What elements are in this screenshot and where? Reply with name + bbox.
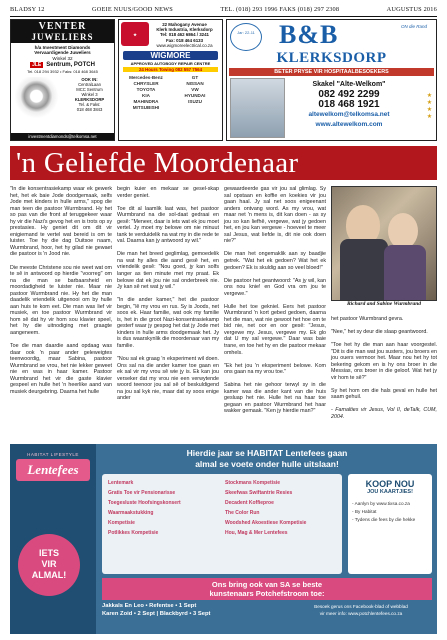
paragraph: Die man het breed geglimlag, gemoedelik na wat hy alles die aand gesê het, en vriendelik gesê: "Nou goed, jy kan solfs langer as tien minute met my praat. Ek belowe dat ek jou nie sal onderbreek nie. Jy kan sê net wat jy wil."	[117, 251, 219, 291]
ticket-option: - By Habitat	[352, 509, 377, 514]
bnb-klerksdorp-ad	[226, 19, 437, 141]
venter-ook: OOK IN:	[81, 76, 98, 82]
paragraph: gewaardeerde gas vir jou sal glimlag. Sy sal opstaan en koffie en koekies vir jou gaan haal. Jy sal net soos enigeenant anders ontvang word. As my vrou, wat maar net 'n mens is, dit kan doen - as sy jou so kan liefhê, vergewe, wat jy gedoen het, en jou kan vergewe - hoeveel te meer sal Jesus, wat liefde is, dit nie ook doen nie?"	[224, 186, 326, 245]
wurmbrand-photo	[331, 186, 437, 301]
paragraph: het pastoor Wurmbrand gevra.	[331, 316, 404, 322]
paragraph: Die man het ongemaklik aan sy baadjie getrek. "Wat het ek gedoen? Wat het ek gedoen? Ek is skuldig aan so veel bloed!"	[224, 251, 326, 271]
photo-caption: Richard and Sabine Wurmbrand	[346, 301, 422, 307]
events-left	[108, 478, 219, 570]
footer-line-2[interactable]: vir meer info: www.potchlentefees.co.za	[319, 611, 403, 616]
publication-name: GOEIE NUUS/GOOD NEWS	[92, 6, 173, 13]
star-rating: ★★★★	[426, 92, 432, 120]
ring-image	[13, 77, 65, 125]
venter-branch1c: Winkel 3	[81, 91, 98, 97]
wigmore-motor-ad	[118, 19, 223, 141]
bb-cell: 082 492 2299	[318, 89, 380, 100]
motor-area: Klerk Industria, Klerksdorp	[156, 27, 213, 33]
motor-fax: Fax: 018 464 6133	[165, 37, 204, 43]
bb-logo: B&B	[279, 20, 339, 49]
source-credit: - Famalties vir Jesus, Vol II, deTalk, CUM, 2004.	[331, 407, 437, 421]
motor-approved: APPROVED AUTOBODY REPAIR CENTRE	[130, 61, 211, 67]
event-item: Skeefwas Swiftantrie Resies	[225, 490, 293, 496]
paragraph: Hulle het toe gekniel. Eers het pastoor Wurmbrand 'n kort gebed gedoen, daarna het die man, wat nie gewoot het hoe om te bid nie, net oor en oor gesê: "Jesus, vergewe my. Jesus, vergewe my. Ek glo dat U my sal vergewe." Daar was baie trane, en toe het hy en die pastoor mekaar omhels.	[224, 303, 326, 356]
band-line-1: Ons bring ook van SA se beste	[211, 580, 323, 589]
bb-email[interactable]: altewelkom@telkomsa.net	[308, 111, 390, 118]
koop-title: KOOP NOU	[365, 479, 415, 489]
paragraph: "In die ander kamer," het die pastoor begin, "lê my vrou en rus. Sy is Joods, net soos ek. Haar familie, wat ook my familie is, het in die groot Nazi-konsentrasiekamp gesterf waar jy gespog het dat jy Jode met kinders in hulle arms doodgemaak het. Jy is dus waarskynlik die moordenaar van my familie.	[117, 297, 219, 349]
event-item: Hou, Mag & Mer Lentefees	[225, 530, 288, 536]
iets-vir-almal-badge	[18, 534, 80, 596]
venter-shop: Winkel 32	[52, 55, 73, 61]
events-list	[102, 474, 342, 574]
bb-contact: Skakel "Alte-Welkom"	[312, 81, 386, 88]
car-make-logo: VW	[191, 87, 199, 93]
article-column-2	[117, 186, 219, 408]
venter-tel: Tel. 018 294 3932 • Faks: 018 468 3645	[27, 69, 98, 75]
badge-line-1: IETS	[38, 548, 59, 558]
car-make-logo: CHRYSLER	[133, 81, 159, 87]
venter-logo: JLE	[32, 62, 42, 69]
paragraph: Die meeste Christene sou nie weet wat om te sê in antwoord op hierdie "voorreg" om na die man se barbaarsheid en moordadigheid te luister nie. Maar nie pastoor Wurmbrand nie. Hy het die man daadelik vriendelik uitgenooi om by hulle aan huis te kom eet. Die man was lief vir musiek, en toe pastoor Wurmbrand vir hom sê dat hy vir hom sou klavier speel, het hy die uitnodiging met graagte aangeneem.	[10, 264, 112, 336]
event-item: Potlikkes Kompetisie	[108, 530, 159, 536]
venter-line2: Vervaardigende Juweliers	[34, 50, 91, 56]
motor-web[interactable]: www.wigmoreelectrical.co.za	[156, 42, 213, 48]
contact-numbers: TEL. (018) 293 1996 FAKS (018) 297 2308	[220, 6, 340, 13]
header-rule	[10, 16, 437, 17]
page-header	[10, 6, 437, 16]
venter-centre: Sentrum, POTCH	[46, 62, 95, 69]
woman-dress	[384, 245, 426, 301]
car-make-logo: TOYOTA	[136, 87, 156, 93]
lineup-1: Jakkals En Leo • Refentse • 1 Sept	[102, 603, 197, 609]
koop-nou-box	[348, 474, 432, 574]
car-make-logo: HYUNDAI	[184, 93, 206, 99]
paragraph: "Ek het jou 'n eksperiment belowe. Kom ons gaan na my vrou toe."	[224, 362, 326, 376]
event-item: Lentemark	[108, 480, 134, 486]
car-make-logo: Mercedes-Benz	[129, 75, 163, 81]
event-item: The Color Run	[225, 510, 260, 516]
ticket-option: - Aanlyn by www.tixsa.co.za	[352, 501, 410, 506]
car-make-logo: KIA	[142, 93, 150, 99]
lentefees-headline-1: Hierdie jaar se HABITAT Lentefees gaan	[186, 448, 348, 458]
bb-ofdie: ON die Rand	[401, 24, 428, 29]
event-item: Toegesluste Hoofsingskonsert	[108, 500, 181, 506]
artists-band	[102, 578, 432, 600]
venter-email[interactable]: investmentdiamonds@telkomsa.net	[11, 133, 114, 140]
ticket-option: - Tydens die fees by die hekke	[352, 517, 416, 522]
article-column-4	[331, 316, 437, 427]
bb-landline: 018 468 1921	[318, 99, 380, 110]
event-item: Waarmaakstukking	[108, 510, 154, 516]
car-make-logo: ISUZU	[188, 99, 202, 105]
venter-banner	[11, 20, 114, 43]
badge-line-3: ALMAL!	[31, 570, 67, 580]
badge-line-2: VIR	[41, 559, 57, 569]
event-item: Woodshed Akoestiese Kompetisie	[225, 520, 307, 526]
guesthouse-photo	[230, 78, 285, 138]
jare-number: Jar: 22-11	[237, 30, 255, 35]
event-item: Kompetisie	[108, 520, 135, 526]
venter-name: VENTER	[38, 21, 87, 32]
motor-brand: WIGMORE	[123, 51, 218, 60]
car-make-logo: MAHINDRA	[133, 99, 159, 105]
lineup-2: Karen Zoid • 2 Sept | Blackbyrd • 3 Sept	[102, 611, 211, 617]
car-make-logo: NISSAN	[186, 81, 204, 87]
car-make-logo: MITSUBISHI	[132, 105, 160, 111]
paragraph: Toe dit al laamlik laat was, het pastoor Wurmbrand na die sol-daat gedraai en gesê: "Meneer, daar is iets wat ek jou moet vertel. Jy moet my belowe om nie minuut tank te verduidelik na wat my in die rede te val. Daarna kan jy antwoord sy wil."	[117, 205, 219, 245]
paragraph: begin kuier en mekaar se gesel-skap verder geniet.	[117, 186, 219, 199]
paragraph: "In die konsentrasiekamp waar ek gewerk het, het ek baie Jode doodgemaak, selfs Jode met kinders in hulle arms," spog die man teen die pastoor Wurmbrand. Hy het so pas van die front af teruggekeer waar hy vir die Nazi's gevog het en is trots op sy prestasies. Hy geniet dit om dit vir enigiemand te vertel wat bereid is om te luister. Toe hy die dag Duitsoe naam, Wurmbrand, hoor, het hy gilad nie gewaet die pastoor is 'n Jood nie.	[10, 186, 112, 258]
paragraph: "Nou sal ek graag 'n eksperiment wil doen. Ons sal na die ander kamer toe gaan en ek sal vir my vrou sê wie jy is. Ek kan jou verseker dat my vrou nie een verwytende woord teenoor jou sal sê of beskuldigend na jou sal kyk nie, maar dat sy soos enige ander	[117, 356, 219, 402]
venter-branch2b: Tel. & Faks:	[78, 101, 101, 107]
event-item: Decadent Koffieproe	[225, 500, 274, 506]
lentefees-logo: Lentefees	[16, 459, 90, 481]
event-item: Gratis Toe vir Pensionarisse	[108, 490, 176, 496]
woman-face	[388, 213, 418, 249]
motor-hours: 24 Hours Towing 082 557 7564	[123, 67, 218, 72]
motor-tel: Tel: 018 462 6864 / 3241	[160, 32, 209, 38]
paragraph: "Toe het hy die man aan haar voorgestel. "Dit is die man wat jou susters, jou broers en jou ouers vermoor het. Maar nou het hy tot bekering gekom en is hy ons broer in die Messias, ons broer in die geloof. Wat het jy vir hom te sê?"	[331, 342, 437, 381]
lentefees-side-panel	[10, 444, 96, 634]
article-column-1	[10, 186, 112, 402]
car-make-logo: GT	[191, 75, 199, 81]
jare-badge	[230, 23, 262, 51]
bb-town: KLERKSDORP	[276, 50, 387, 66]
venter-branch2c: 018 468 3843	[76, 106, 103, 112]
paragraph: "Nee," het sy deur die slaap geantwoord.	[331, 329, 428, 336]
issue-date: AUGUSTUS 2016	[386, 6, 437, 13]
car-makes-grid	[119, 73, 222, 112]
event-item: Stockmans Kompetisie	[225, 480, 281, 486]
venter-branch2: KLERKSDORP	[74, 96, 105, 102]
brand-emblem-icon: ★	[121, 22, 149, 46]
lentefees-ad	[10, 444, 437, 634]
man-suit	[340, 239, 388, 301]
lentefees-headline-2: almal se voete onder hulle uitslaan!	[195, 459, 339, 469]
venter-tagline: h/a Investment Diamonds	[34, 45, 91, 50]
footer-line-1: Besoek gerus ons Facebook-blad of webblad	[314, 604, 408, 609]
koop-options	[352, 500, 428, 524]
venter-jewellers-ad	[10, 19, 115, 141]
page-number: BLADSY 12	[10, 6, 45, 13]
events-right	[225, 478, 336, 570]
bb-tagline: BETER PRYSE VIR HOSPITAALBESOEKERS	[229, 68, 434, 76]
paragraph: Die pastoor het geantwoord: "As jy wil, kan ons nou knie! en God vra om jou te vergewe."	[224, 277, 326, 297]
article-title: 'n Geliefde Moordenaar	[10, 146, 437, 180]
venter-sub: JUWELIERS	[31, 32, 94, 42]
bb-web[interactable]: www.altewelkom.com	[315, 121, 383, 128]
koop-sub: JOU KAARTJIES!	[367, 489, 413, 495]
band-line-2: kunstenaars Potchefstroom toe:	[209, 589, 325, 598]
venter-branch1: CentralLaan	[78, 81, 101, 87]
paragraph: Sabina het nie gehoor terwyl sy in die kamer was die ander kant van die huis gesluap het nie. Hulle het na haar toe gegaan en pastoor Wurmbrand het haar wakker gemaak. "Ken jy hierdie man?"	[224, 382, 326, 415]
venter-branch1b: MCC Sentrum	[76, 86, 103, 92]
paragraph: Toe die man daardie aand opdaag was daar ook 'n paar ander geleweigtes teenwoordig, maar Sabina, pastoor Wurmbrand se vrou, het nie lekker geweet nie en was in haar kamer. Pastoor Wurmbrand het vir die gaste klavier gespeel en hulle het 'n heerlike aand van musiek deurgebring. Daarna het hulle	[10, 343, 112, 395]
lentefees-kicker: HABITAT LIFESTYLE	[27, 452, 79, 457]
motor-address: 22 Mahogany Avenue	[162, 22, 207, 27]
article-column-3	[224, 186, 326, 421]
paragraph: Sy het hom om die hals geval en hulle het saam gehuil.	[331, 387, 437, 401]
